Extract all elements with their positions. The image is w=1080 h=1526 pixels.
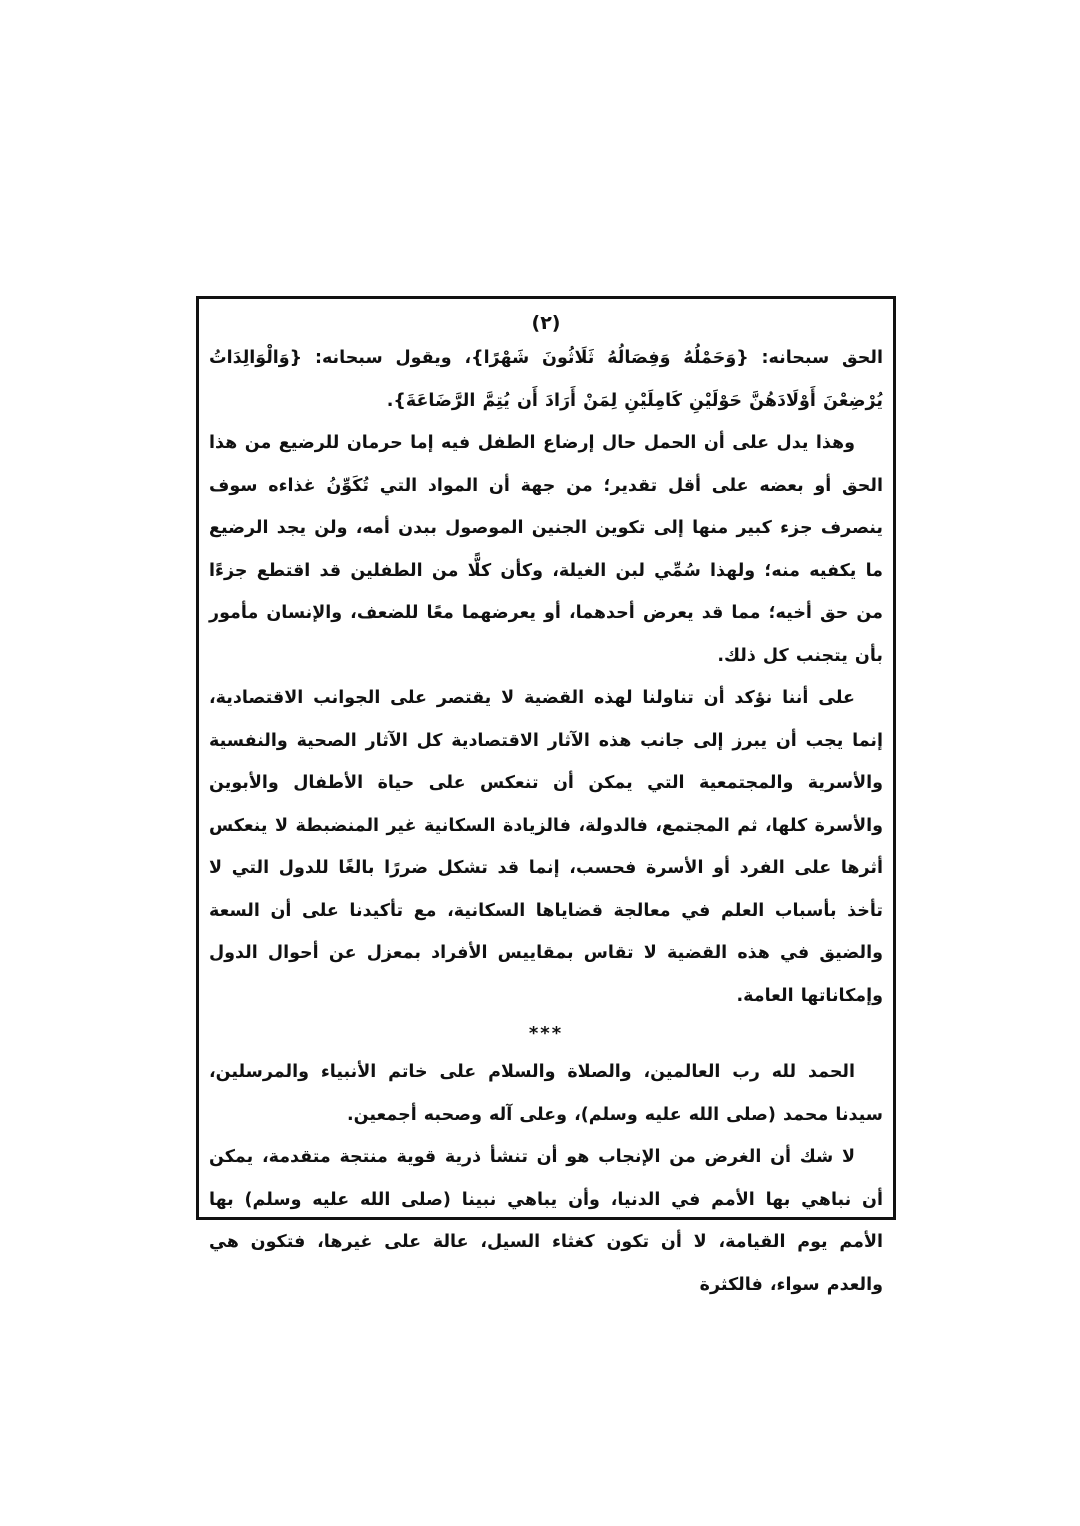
page-number: (٢) — [531, 312, 561, 334]
paragraph-purpose-of-procreation: لا شك أن الغرض من الإنجاب هو أن تنشأ ذرية قوية منتجة متقدمة، يمكن أن نباهي بها الأمم في الدنيا، وأن يباهي نبينا (صلى الله عليه وسلم) بها الأمم يوم القيامة، لا أن تكون كغثاء السيل، عالة على غيرها، فتكون هي والعدم سواء، فالكثرة — [209, 1147, 883, 1295]
paragraph-quran-verses: الحق سبحانه: {وَحَمْلُهُ وَفِصَالُهُ ثَلَاثُونَ شَهْرًا}، ويقول سبحانه: {وَالْوَالِدَاتُ يُرْضِعْنَ أَوْلَادَهُنَّ حَوْلَيْنِ كَامِلَيْنِ لِمَنْ أَرَادَ أَن يُتِمَّ الرَّضَاعَةَ}. — [209, 348, 883, 411]
document-page — [196, 296, 896, 1295]
paragraph-opening-praise: الحمد لله رب العالمين، والصلاة والسلام على خاتم الأنبياء والمرسلين، سيدنا محمد (صلى الله عليه وسلم)، وعلى آله وصحبه أجمعين. — [209, 1062, 883, 1125]
paragraph-breastfeeding: وهذا يدل على أن الحمل حال إرضاع الطفل فيه إما حرمان للرضيع من هذا الحق أو بعضه على أقل تقدير؛ من جهة أن المواد التي تُكَوِّنُ غذاءه سوف ينصرف جزء كبير منها إلى تكوين الجنين الموصول ببدن أمه، ولن يجد الرضيع ما يكفيه منه؛ ولهذا سُمِّي لبن الغيلة، وكأن كلًّا من الطفلين قد اقتطع جزءًا من حق أخيه؛ مما قد يعرض أحدهما، أو يعرضهما معًا للضعف، والإنسان مأمور بأن يتجنب كل ذلك. — [209, 433, 883, 666]
section-separator: *** — [528, 1023, 564, 1044]
paragraph-population-effects: على أننا نؤكد أن تناولنا لهذه القضية لا يقتصر على الجوانب الاقتصادية، إنما يجب أن يبرز إلى جانب هذه الآثار الاقتصادية كل الآثار الصحية والنفسية والأسرية والمجتمعية التي يمكن أن تنعكس على حياة الأطفال والأبوين والأسرة كلها، ثم المجتمع، فالدولة، فالزيادة السكانية غير المنضبطة لا ينعكس أثرها على الفرد أو الأسرة فحسب، إنما قد تشكل ضررًا بالغًا للدول التي لا تأخذ بأسباب العلم في معالجة قضاياها السكانية، مع تأكيدنا على أن السعة والضيق في هذه القضية لا تقاس بمقاييس الأفراد بمعزل عن أحوال الدول وإمكاناتها العامة. — [209, 688, 883, 1006]
